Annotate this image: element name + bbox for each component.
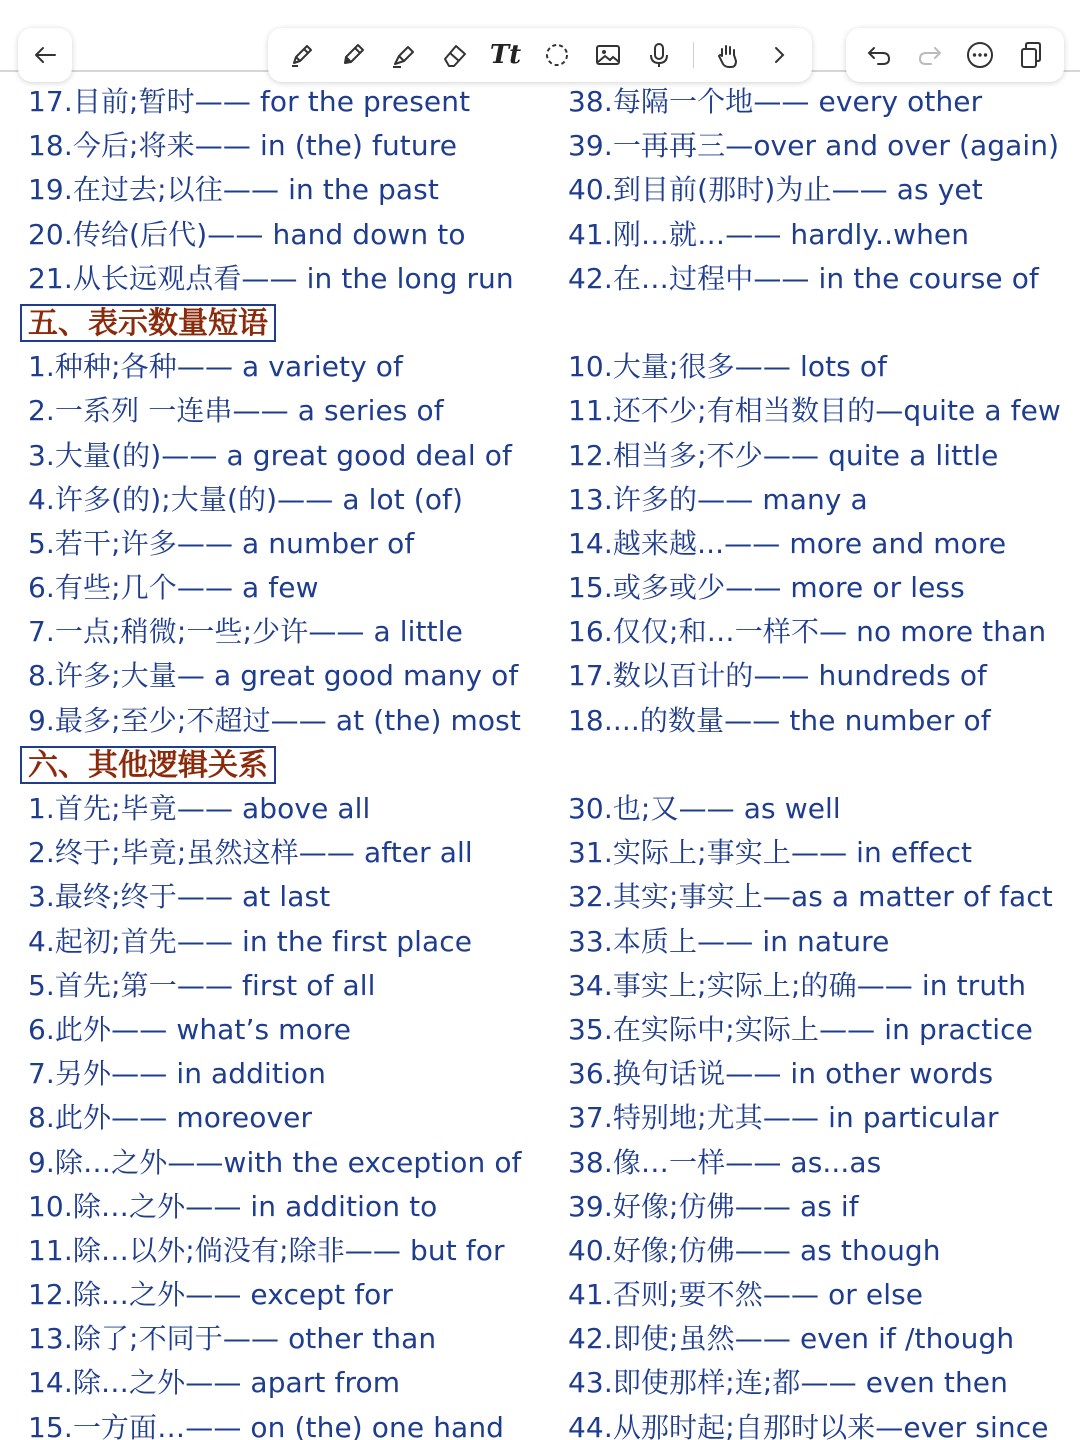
- note-line: 42.即使;虽然—— even if /though: [568, 1322, 1015, 1356]
- section-title-quantity: 五、表示数量短语: [20, 304, 276, 342]
- note-line: 35.在实际中;实际上—— in practice: [568, 1012, 1034, 1046]
- note-line: 7.一点;稍微;一些;少许—— a little: [28, 615, 463, 649]
- note-line: 10.除…之外—— in addition to: [28, 1189, 438, 1223]
- note-line: 12.相当多;不少—— quite a little: [568, 438, 999, 472]
- note-line: 9.除…之外——with the exception of: [28, 1145, 522, 1179]
- note-line: 17.数以百计的—— hundreds of: [568, 659, 988, 693]
- note-line: 30.也;又—— as well: [568, 792, 841, 825]
- note-line: 40.好像;仿佛—— as though: [568, 1233, 941, 1267]
- note-line: 39.好像;仿佛—— as if: [568, 1189, 859, 1223]
- section-spacer: [568, 743, 1074, 787]
- redo-icon[interactable]: [913, 38, 947, 72]
- note-line: 38.像…一样—— as...as: [568, 1145, 882, 1179]
- note-page: [0, 74, 1080, 1440]
- note-line: 14.越来越...—— more and more: [568, 526, 1007, 560]
- note-line: 31.实际上;事实上—— in effect: [568, 836, 973, 870]
- hand-icon[interactable]: [711, 38, 745, 72]
- text-tool-label: Tt: [489, 40, 522, 70]
- note-line: 3.大量(的)—— a great good deal of: [28, 438, 512, 472]
- section-header: [20, 301, 558, 345]
- pages-icon[interactable]: [1014, 38, 1048, 72]
- note-line: 2.终于;毕竟;虽然这样—— after all: [28, 836, 473, 870]
- highlighter-icon[interactable]: [387, 38, 421, 72]
- note-line: 8.此外—— moreover: [28, 1101, 313, 1135]
- note-line: 33.本质上—— in nature: [568, 924, 890, 958]
- note-line: 43.即使那样;连;都—— even then: [568, 1366, 1008, 1400]
- note-line: 42.在…过程中—— in the course of: [568, 261, 1039, 295]
- note-line: 32.其实;事实上—as a matter of fact: [568, 880, 1053, 914]
- undo-icon[interactable]: [862, 38, 896, 72]
- lasso-icon[interactable]: [540, 38, 574, 72]
- left-column: [28, 80, 558, 1440]
- note-line: 19.在过去;以往—— in the past: [28, 173, 439, 207]
- note-line: 11.还不少;有相当数目的—quite a few: [568, 394, 1061, 428]
- note-line: 4.许多(的);大量(的)—— a lot (of): [28, 482, 464, 516]
- more-icon[interactable]: [963, 38, 997, 72]
- note-line: 15.一方面…—— on (the) one hand: [28, 1410, 505, 1440]
- chevron-right-icon[interactable]: [762, 38, 796, 72]
- note-line: 4.起初;首先—— in the first place: [28, 924, 473, 958]
- microphone-icon[interactable]: [642, 38, 676, 72]
- note-line: 21.从长远观点看—— in the long run: [28, 261, 514, 295]
- section-title-logic: 六、其他逻辑关系: [20, 746, 276, 784]
- section-spacer: [568, 301, 1074, 345]
- text-tool-icon[interactable]: [489, 38, 523, 72]
- note-line: 1.首先;毕竟—— above all: [28, 792, 371, 825]
- note-line: 7.另外—— in addition: [28, 1057, 326, 1091]
- note-line: 39.一再再三—over and over (again): [568, 129, 1060, 163]
- note-line: 36.换句话说—— in other words: [568, 1057, 994, 1091]
- toolbar: [0, 0, 1080, 74]
- note-line: 6.此外—— what’s more: [28, 1012, 352, 1046]
- note-line: 11.除…以外;倘没有;除非—— but for: [28, 1233, 505, 1267]
- note-line: 6.有些;几个—— a few: [28, 571, 319, 605]
- note-line: 2.一系列 一连串—— a series of: [28, 394, 444, 428]
- section-header: [20, 743, 558, 787]
- note-line: 44.从那时起;自那时以来—ever since: [568, 1410, 1049, 1440]
- note-line: 14.除…之外—— apart from: [28, 1366, 401, 1400]
- note-line: 13.除了;不同于—— other than: [28, 1322, 437, 1356]
- note-line: 37.特别地;尤其—— in particular: [568, 1101, 999, 1135]
- note-line: 5.若干;许多—— a number of: [28, 526, 415, 560]
- note-line: 18....的数量—— the number of: [568, 703, 991, 737]
- note-line: 15.或多或少—— more or less: [568, 571, 965, 605]
- note-line: 10.大量;很多—— lots of: [568, 350, 888, 384]
- note-line: 8.许多;大量— a great good many of: [28, 659, 519, 693]
- note-line: 20.传给(后代)—— hand down to: [28, 217, 466, 251]
- note-line: 1.种种;各种—— a variety of: [28, 350, 403, 384]
- note-line: 3.最终;终于—— at last: [28, 880, 331, 914]
- note-line: 41.否则;要不然—— or else: [568, 1278, 924, 1312]
- pencil-icon[interactable]: [336, 38, 370, 72]
- pen-icon[interactable]: [285, 38, 319, 72]
- note-line: 16.仅仅;和…一样不— no more than: [568, 615, 1047, 649]
- toolbar-separator: [693, 42, 694, 68]
- note-line: 41.刚…就…—— hardly..when: [568, 217, 970, 251]
- note-line: 12.除…之外—— except for: [28, 1278, 394, 1312]
- note-line: 5.首先;第一—— first of all: [28, 968, 376, 1002]
- image-icon[interactable]: [591, 38, 625, 72]
- note-line: 9.最多;至少;不超过—— at (the) most: [28, 703, 521, 737]
- note-line: 18.今后;将来—— in (the) future: [28, 129, 458, 163]
- right-column: [568, 80, 1074, 1440]
- note-line: 40.到目前(那时)为止—— as yet: [568, 173, 983, 207]
- note-line: 38.每隔一个地—— every other: [568, 85, 983, 118]
- note-line: 17.目前;暂时—— for the present: [28, 85, 471, 118]
- chevron-left-icon: [28, 38, 62, 72]
- note-line: 13.许多的—— many a: [568, 482, 868, 516]
- note-line: 34.事实上;实际上;的确—— in truth: [568, 968, 1027, 1002]
- eraser-icon[interactable]: [438, 38, 472, 72]
